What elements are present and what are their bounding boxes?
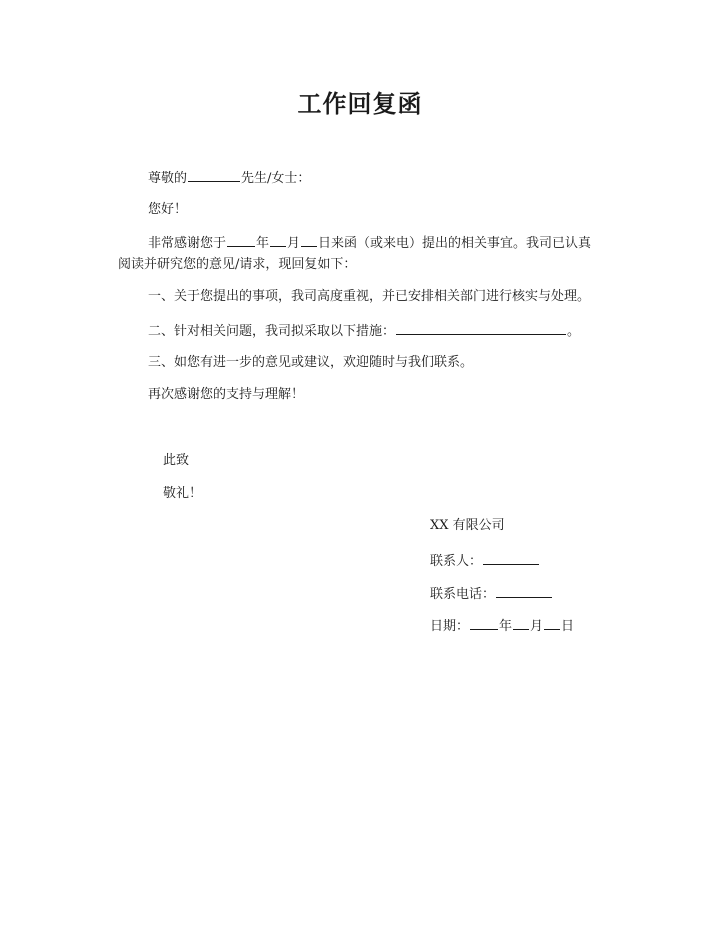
measures-blank (396, 321, 566, 335)
body1-month: 月 (287, 236, 301, 251)
greeting: 您好！ (148, 202, 188, 217)
contact-label: 联系人： (430, 554, 483, 569)
body-paragraph-line-2: 阅读并研究您的意见/请求，现回复如下： (118, 257, 357, 272)
thanks-line: 再次感谢您的支持与理解！ (148, 387, 305, 402)
day-blank (301, 233, 317, 247)
date-year-blank (470, 616, 498, 630)
salutation-suffix: 先生/女士： (241, 171, 311, 186)
closing-cizhi: 此致 (163, 453, 190, 468)
document-title: 工作回复函 (297, 90, 423, 118)
reply-item-1: 一、关于您提出的事项，我司高度重视，并已安排相关部门进行核实与处理。 (148, 289, 591, 304)
body1-year: 年 (256, 236, 270, 251)
date-label: 日期： (430, 619, 470, 634)
date-month: 月 (530, 619, 544, 634)
reply-item-2 (148, 321, 580, 341)
item2-text: 二、针对相关问题，我司拟采取以下措施： (148, 324, 396, 339)
date-year: 年 (499, 619, 513, 634)
contact-blank (483, 551, 539, 565)
date-day: 日 (561, 619, 575, 634)
phone-blank (496, 584, 552, 598)
salutation-line (148, 168, 310, 188)
body1-day-text: 日来函（或来电）提出的相关事宜。我司已认真 (318, 236, 592, 251)
item2-end: 。 (567, 324, 581, 339)
company-name: XX 有限公司 (430, 518, 505, 533)
phone-line (430, 584, 553, 604)
date-day-blank (544, 616, 560, 630)
year-blank (227, 233, 255, 247)
salutation-prefix: 尊敬的 (148, 171, 188, 186)
date-month-blank (513, 616, 529, 630)
month-blank (270, 233, 286, 247)
reply-item-3: 三、如您有进一步的意见或建议，欢迎随时与我们联系。 (148, 355, 474, 370)
closing-jingli: 敬礼！ (163, 486, 203, 501)
name-blank (188, 168, 240, 182)
date-line (430, 616, 574, 636)
body1-prefix: 非常感谢您于 (148, 236, 227, 251)
phone-label: 联系电话： (430, 587, 496, 602)
body-paragraph-line-1 (148, 233, 591, 253)
contact-line (430, 551, 540, 571)
